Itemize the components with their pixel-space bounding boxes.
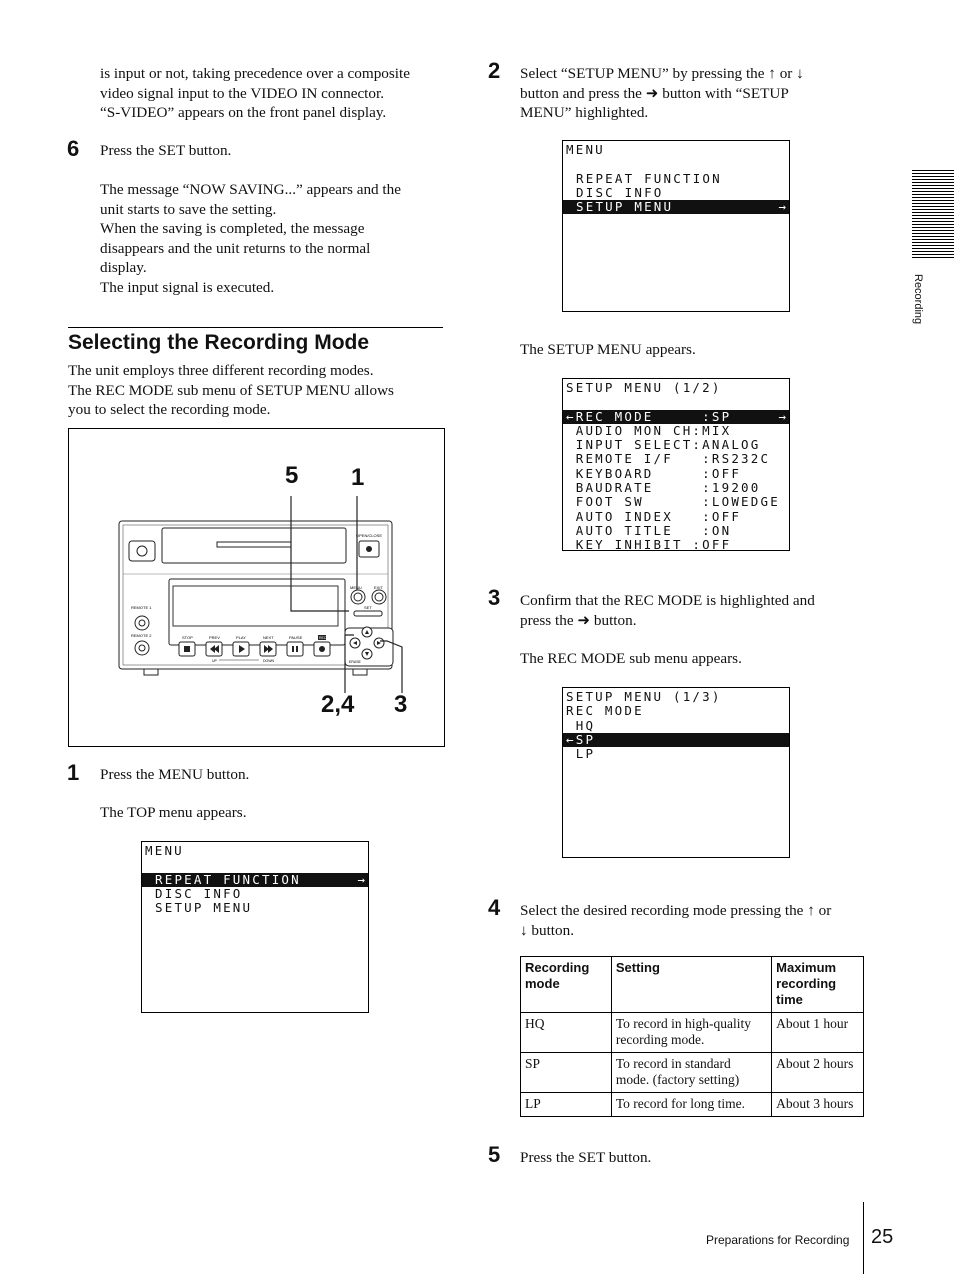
text-line: display. bbox=[100, 259, 147, 276]
right-arrow-icon: → bbox=[778, 199, 786, 215]
callout-3: 3 bbox=[394, 691, 408, 718]
text-line: The input signal is executed. bbox=[100, 278, 275, 296]
step-text: Press the MENU button. bbox=[100, 766, 250, 783]
menu-item: DISC INFO bbox=[576, 184, 664, 200]
setup-menu-screen bbox=[562, 378, 790, 551]
text-line: MENU” highlighted. bbox=[520, 104, 649, 121]
text-line: button and press the ➜ button with “SETUP bbox=[520, 84, 789, 102]
right-arrow-icon: → bbox=[778, 408, 786, 424]
intro-paragraph bbox=[100, 64, 445, 123]
text-line: Select the desired recording mode pressing the ↑ or bbox=[520, 902, 832, 919]
section-paragraph bbox=[68, 361, 448, 420]
menu-screen bbox=[562, 140, 790, 312]
screen-title: SETUP MENU (1/3) bbox=[566, 689, 722, 704]
table-cell: SP bbox=[521, 1053, 612, 1093]
front-panel-illustration bbox=[69, 429, 444, 746]
table-cell: To record in high-quality recording mode. bbox=[611, 1013, 771, 1053]
step-number: 3 bbox=[488, 585, 501, 610]
setup-row-highlighted: ←REC MODE :SP → bbox=[563, 410, 789, 424]
callout-1: 1 bbox=[351, 464, 365, 491]
sidebar-section-label: Recording bbox=[912, 274, 924, 325]
play-label: PLAY bbox=[236, 635, 246, 640]
step-number: 2 bbox=[488, 58, 501, 83]
step-text bbox=[520, 591, 865, 630]
text-line: The unit employs three different recording modes. bbox=[68, 362, 374, 379]
step-number: 4 bbox=[488, 895, 501, 920]
text-line: “S-VIDEO” appears on the front panel display. bbox=[100, 104, 387, 121]
text-line: is input or not, taking precedence over a composite bbox=[100, 65, 410, 82]
text-line: unit starts to save the setting. bbox=[100, 200, 277, 218]
table-header-row bbox=[521, 957, 864, 1013]
text-line: When the saving is completed, the message bbox=[100, 220, 365, 237]
table-cell: About 3 hours bbox=[772, 1093, 864, 1117]
screen-title: MENU bbox=[566, 142, 605, 157]
table-cell: LP bbox=[521, 1093, 612, 1117]
footer-section-title: Preparations for Recording bbox=[706, 1233, 850, 1247]
step-text bbox=[520, 901, 870, 940]
erase-label: ERASE bbox=[349, 660, 361, 664]
recording-mode-table bbox=[520, 956, 864, 1117]
set-label: SET bbox=[364, 605, 372, 610]
step-result: The REC MODE sub menu appears. bbox=[520, 650, 742, 667]
mode-option: LP bbox=[566, 746, 596, 762]
menu-label: MENU bbox=[350, 585, 362, 590]
table-cell: To record in standard mode. (factory setting) bbox=[611, 1053, 771, 1093]
footer-divider bbox=[863, 1202, 864, 1274]
table-row bbox=[521, 1093, 864, 1117]
rec-mode-screen bbox=[562, 687, 790, 858]
stop-label: STOP bbox=[182, 635, 193, 640]
menu-item: REPEAT FUNCTION bbox=[576, 170, 722, 186]
table-cell: About 2 hours bbox=[772, 1053, 864, 1093]
step-text: Press the SET button. bbox=[100, 142, 232, 159]
step-description bbox=[100, 180, 445, 297]
table-cell: HQ bbox=[521, 1013, 612, 1053]
menu-item: SETUP MENU bbox=[155, 900, 253, 916]
open-close-label: OPEN/CLOSE bbox=[356, 533, 383, 538]
setup-row: INPUT SELECT:ANALOG bbox=[566, 437, 761, 453]
setup-row: FOOT SW :LOWEDGE bbox=[566, 494, 780, 510]
pause-label: PAUSE bbox=[289, 635, 303, 640]
step-number: 6 bbox=[67, 136, 80, 161]
setup-row: REMOTE I/F :RS232C bbox=[566, 451, 771, 467]
setup-row: KEYBOARD :OFF bbox=[566, 465, 742, 481]
up-label: UP bbox=[212, 659, 217, 663]
text-line: press the ➜ button. bbox=[520, 611, 637, 629]
section-heading: Selecting the Recording Mode bbox=[68, 327, 443, 355]
step-number: 1 bbox=[67, 760, 80, 785]
callout-2-4: 2,4 bbox=[321, 691, 355, 718]
right-arrow-icon: → bbox=[357, 871, 365, 887]
table-row bbox=[521, 1013, 864, 1053]
table-cell: About 1 hour bbox=[772, 1013, 864, 1053]
mode-option-highlighted: ←SP bbox=[563, 733, 789, 747]
exit-label: EXIT bbox=[374, 585, 383, 590]
menu-screen bbox=[141, 841, 369, 1013]
setup-row: BAUDRATE :19200 bbox=[566, 480, 761, 496]
column-header: Maximum recording time bbox=[772, 957, 864, 1013]
menu-item-highlighted: REPEAT FUNCTION → bbox=[142, 873, 368, 887]
setup-row: KEY INHIBIT :OFF bbox=[566, 537, 732, 553]
mode-option: HQ bbox=[566, 717, 596, 733]
step-result: The SETUP MENU appears. bbox=[520, 341, 696, 358]
next-label: NEXT bbox=[263, 635, 274, 640]
text-line: The REC MODE sub menu of SETUP MENU allows bbox=[68, 381, 394, 399]
text-line: disappears and the unit returns to the normal bbox=[100, 239, 371, 257]
menu-item: DISC INFO bbox=[155, 885, 243, 901]
page-number: 25 bbox=[871, 1226, 894, 1248]
remote1-label: REMOTE 1 bbox=[131, 605, 152, 610]
rec-label: REC bbox=[319, 636, 327, 640]
menu-item-highlighted: SETUP MENU → bbox=[563, 200, 789, 214]
remote2-label: REMOTE 2 bbox=[131, 633, 152, 638]
prev-label: PREV bbox=[209, 635, 220, 640]
setup-row: AUTO TITLE :ON bbox=[566, 522, 732, 538]
submenu-title: REC MODE bbox=[566, 703, 644, 719]
text-line: ↓ button. bbox=[520, 921, 575, 939]
text-line: video signal input to the VIDEO IN connector. bbox=[100, 84, 385, 102]
table-cell: To record for long time. bbox=[611, 1093, 771, 1117]
callout-5: 5 bbox=[285, 462, 299, 489]
device-figure bbox=[68, 428, 445, 747]
table-row bbox=[521, 1053, 864, 1093]
step-text bbox=[520, 64, 865, 123]
column-header: Setting bbox=[611, 957, 771, 1013]
section-tab-marker bbox=[912, 170, 954, 260]
step-text: Press the SET button. bbox=[520, 1149, 652, 1166]
text-line: you to select the recording mode. bbox=[68, 401, 271, 418]
text-line: Select “SETUP MENU” by pressing the ↑ or ↓ bbox=[520, 65, 804, 82]
screen-title: MENU bbox=[145, 843, 184, 858]
text-line: Confirm that the REC MODE is highlighted and bbox=[520, 592, 815, 609]
setup-row: AUTO INDEX :OFF bbox=[566, 508, 742, 524]
text-line: The message “NOW SAVING...” appears and the bbox=[100, 181, 401, 198]
step-result: The TOP menu appears. bbox=[100, 804, 247, 821]
down-label: DOWN bbox=[263, 659, 275, 663]
screen-title: SETUP MENU (1/2) bbox=[566, 380, 722, 395]
column-header: Recording mode bbox=[521, 957, 612, 1013]
step-number: 5 bbox=[488, 1142, 501, 1167]
setup-row: AUDIO MON CH:MIX bbox=[566, 422, 732, 438]
